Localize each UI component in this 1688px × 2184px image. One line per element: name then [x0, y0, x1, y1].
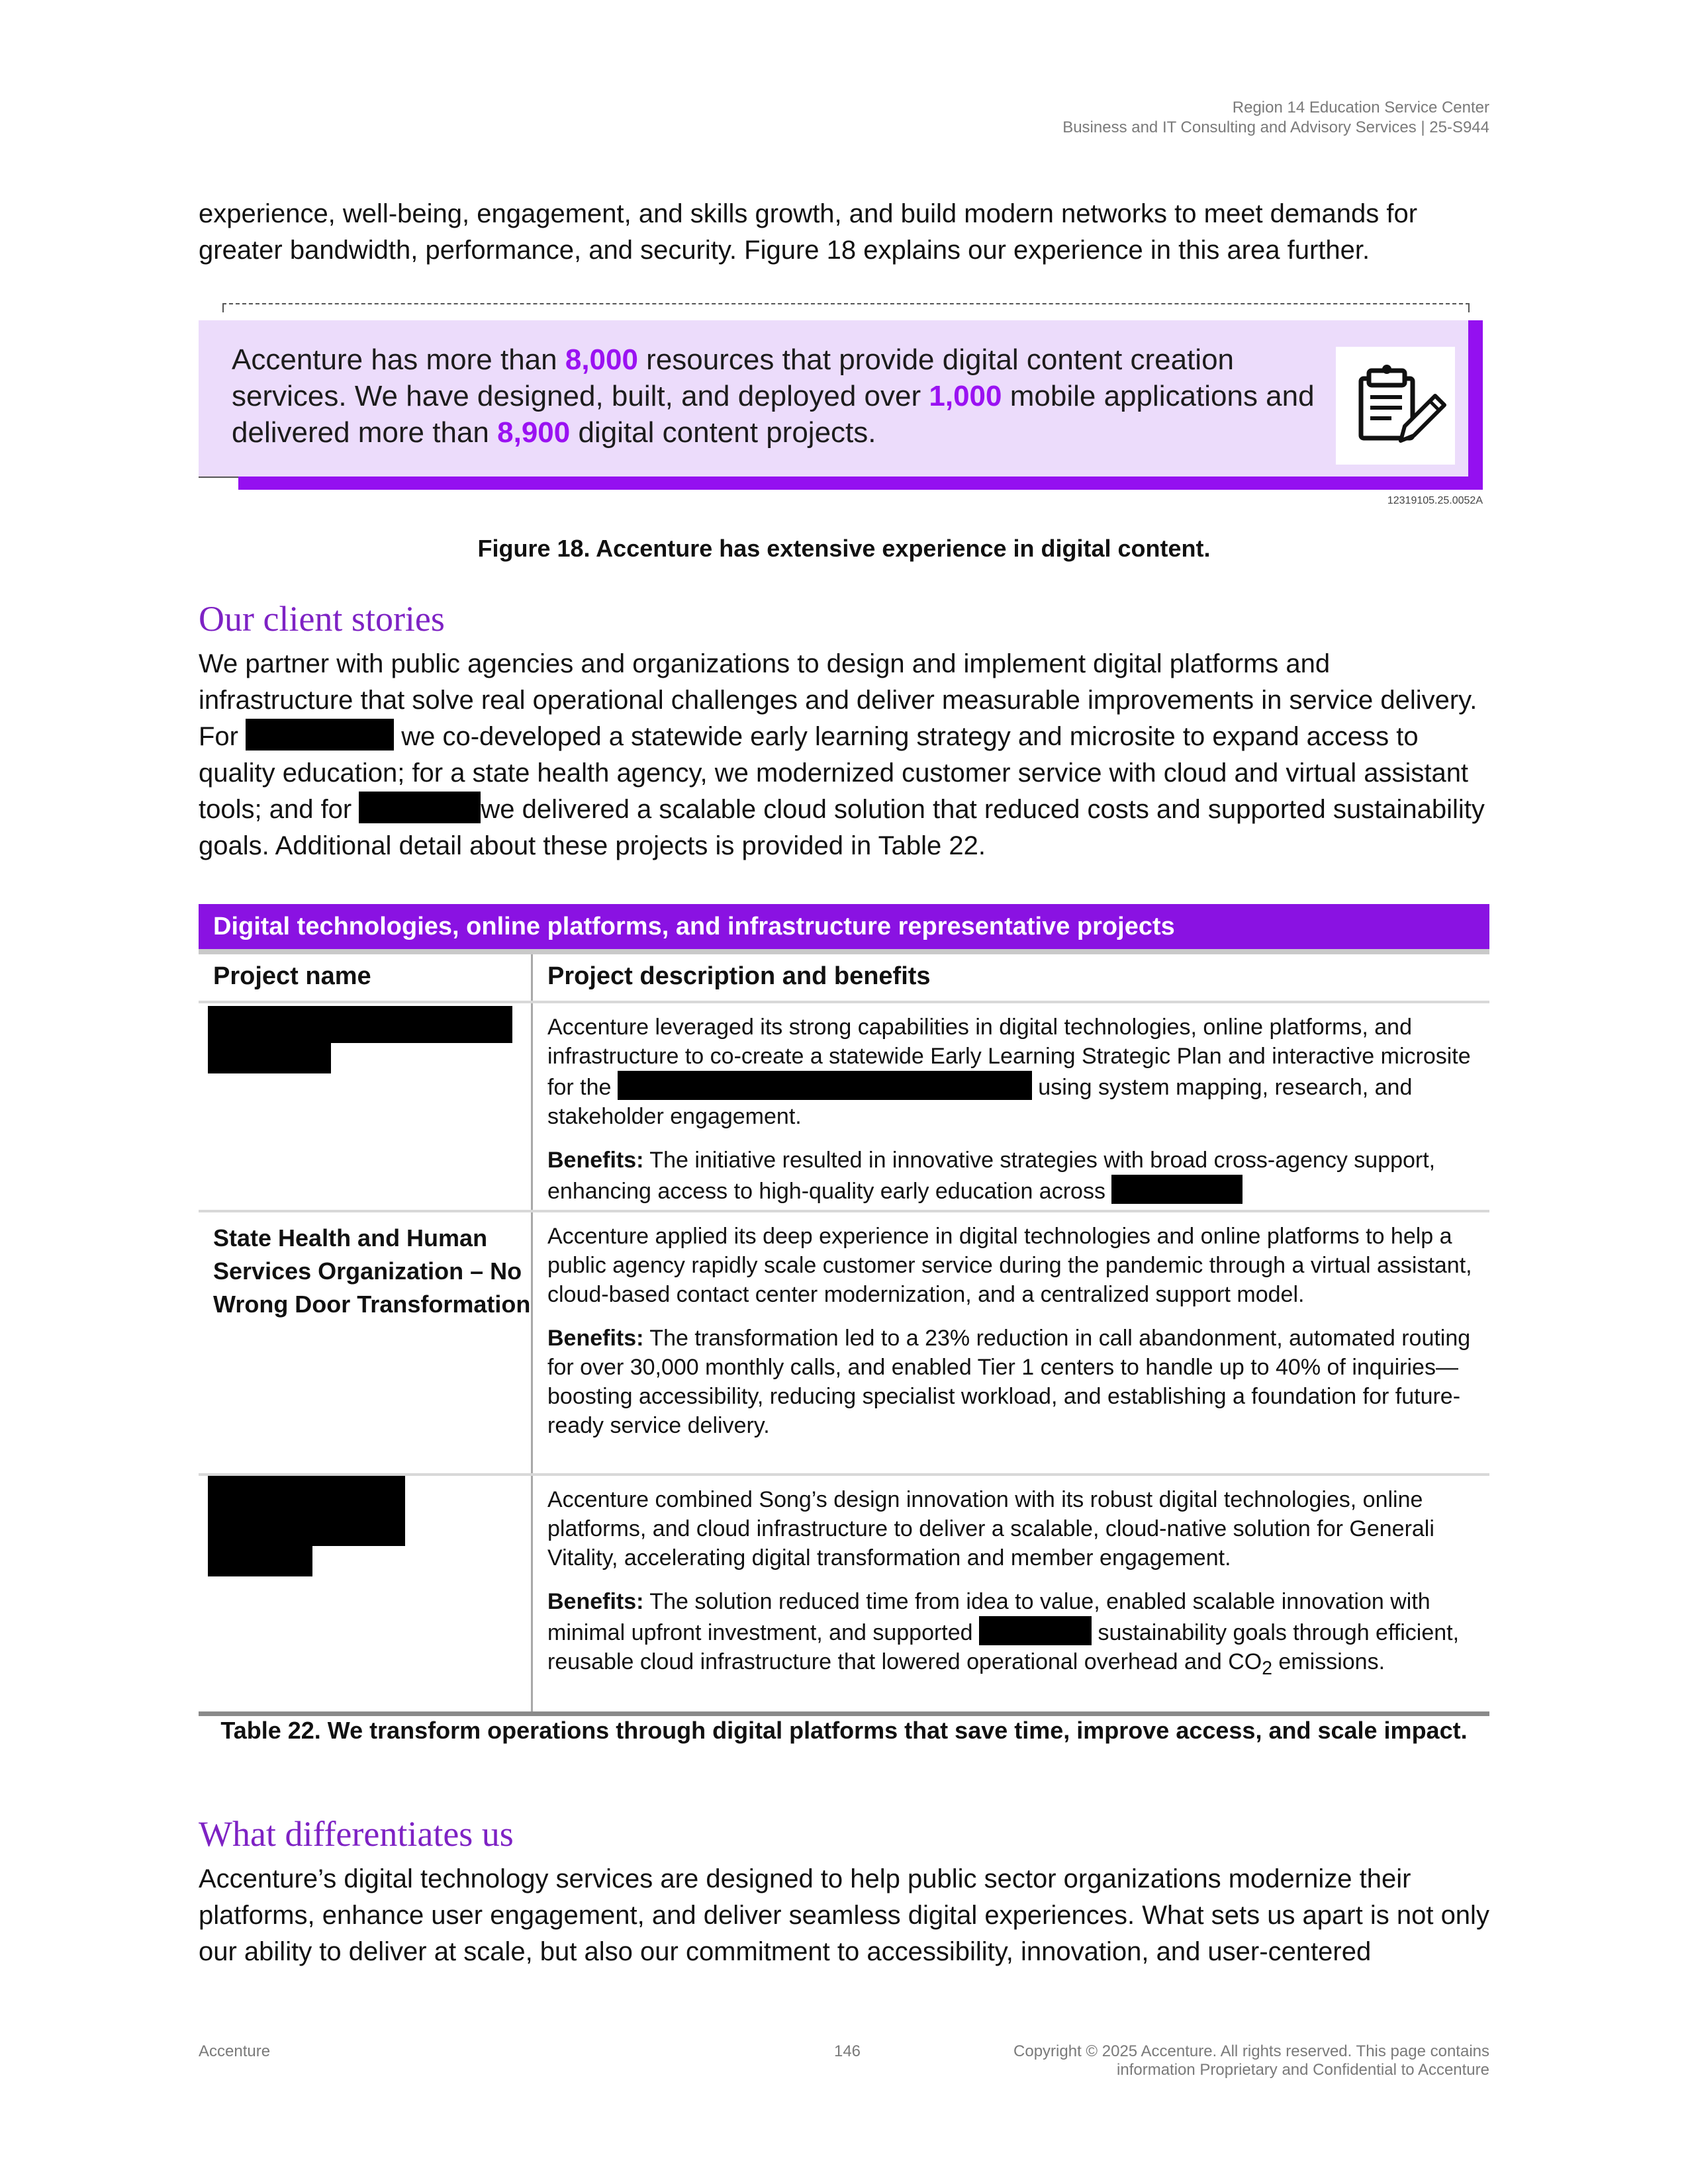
callout-text — [232, 341, 1324, 451]
client-stories-paragraph — [199, 646, 1489, 864]
header-org: Region 14 Education Service Center — [1232, 99, 1489, 116]
project-description: Accenture combined Song’s design innovation with its robust digital technologies, online platforms, and cloud infrastructure to deliver a scalable, cloud-native solution for Generali Vitality, accelerating digital transformation and member engagement. — [547, 1487, 1434, 1570]
description-text-b: using system mapping, research, and stakeholder engagement. — [547, 1075, 1413, 1129]
client-stories-text-b: we co-developed a statewide early learning strategy and microsite to expand access to quality education; for a state health agency, we modernized customer service with cloud and virtual assistant tools; and for — [199, 722, 1469, 824]
benefits-label: Benefits: — [547, 1326, 644, 1351]
client-stories-text-a: We partner with public agencies and organizations to design and implement digital platforms and infrastructure that solve real operational challenges and deliver measurable improvements in service delivery. For — [199, 649, 1477, 751]
callout-text-1: Accenture has more than — [232, 343, 565, 376]
page-header — [1062, 98, 1489, 138]
benefits-text: The solution reduced time from idea to value, enabled scalable innovation with minimal upfront investment, and supported — [547, 1589, 1430, 1645]
projects-table — [199, 904, 1489, 1716]
redaction-block — [208, 1542, 312, 1576]
table-row — [199, 1003, 1489, 1210]
redaction-block — [208, 1476, 405, 1546]
project-name-cell — [199, 1003, 533, 1210]
table-row — [199, 1476, 1489, 1711]
figure-caption: Figure 18. Accenture has extensive experience in digital content. — [477, 535, 1211, 562]
project-name-cell — [199, 1476, 533, 1711]
callout-text-2: resources that provide digital content creation services. We have designed, built, and deployed over — [232, 343, 1235, 412]
redaction-block — [208, 1040, 331, 1073]
co2-subscript: 2 — [1262, 1657, 1272, 1679]
project-benefits — [547, 1587, 1475, 1683]
redaction-block — [208, 1006, 512, 1043]
footer-company: Accenture — [199, 2042, 271, 2060]
section-heading-differentiators: What differentiates us — [199, 1814, 514, 1854]
figure-code: 12319105.25.0052A — [1387, 495, 1483, 506]
callout-text-4: digital content projects. — [570, 416, 876, 449]
redaction-block — [246, 719, 394, 751]
table-header-row — [199, 954, 1489, 1001]
section-heading-client-stories: Our client stories — [199, 599, 445, 639]
project-description-cell — [533, 1476, 1489, 1711]
benefits-label: Benefits: — [547, 1589, 644, 1614]
table-title: Digital technologies, online platforms, and infrastructure representative projects — [199, 904, 1489, 949]
project-benefits — [547, 1324, 1475, 1440]
stat-mobile-apps: 1,000 — [929, 380, 1002, 412]
benefits-label: Benefits: — [547, 1148, 644, 1173]
column-header-description: Project description and benefits — [547, 962, 931, 990]
table-header-rule — [199, 949, 1489, 954]
header-project: Business and IT Consulting and Advisory Services | 25-S944 — [1062, 118, 1489, 136]
intro-paragraph: experience, well-being, engagement, and skills growth, and build modern networks to meet demands for greater bandwidth, performance, and security. Figure 18 explains our experience in this area further. — [199, 199, 1418, 265]
stat-resources: 8,000 — [565, 343, 638, 376]
callout-dashed-frame — [222, 303, 1470, 312]
project-description — [547, 1013, 1475, 1131]
redaction-block — [359, 792, 481, 823]
project-description-cell — [533, 1003, 1489, 1210]
project-description-cell — [533, 1212, 1489, 1473]
callout-baseline — [199, 477, 238, 478]
copyright-line-1: Copyright © 2025 Accenture. All rights reserved. This page contains — [1013, 2042, 1489, 2060]
redaction-block — [1111, 1175, 1243, 1204]
table-row — [199, 1212, 1489, 1473]
callout-text-3: mobile applications and delivered more than — [232, 380, 1315, 449]
footer-copyright — [1013, 2042, 1489, 2079]
stat-content-projects: 8,900 — [497, 416, 571, 449]
redaction-block — [618, 1071, 1032, 1100]
project-name-cell: State Health and Human Services Organization – No Wrong Door Transformation — [199, 1212, 533, 1473]
redaction-block — [979, 1616, 1092, 1645]
description-text-a: Accenture leveraged its strong capabilities in digital technologies, online platforms, and infrastructure to co-create a statewide Early Learning Strategic Plan and interactive microsite for the — [547, 1015, 1471, 1100]
differentiators-paragraph: Accenture’s digital technology services are designed to help public sector organizations modernize their platforms, enhance user engagement, and deliver seamless digital experiences. What sets us apart is not only our ability to deliver at scale, but also our commitment to accessibility, innovation, and user-centered — [199, 1864, 1489, 1966]
project-description: Accenture applied its deep experience in digital technologies and online platforms to help a public agency rapidly scale customer service during the pandemic through a virtual assistant, cloud-based contact center modernization, and a centralized support model. — [547, 1224, 1472, 1307]
project-benefits — [547, 1146, 1475, 1206]
column-header-project-name: Project name — [199, 954, 533, 1001]
client-stories-text-c: we delivered a scalable cloud solution that reduced costs and supported sustainability goals. Additional detail about these projects is provided in Table 22. — [199, 795, 1485, 860]
clipboard-pencil-icon — [1336, 347, 1455, 465]
benefits-text: The transformation led to a 23% reduction in call abandonment, automated routing for over 30,000 monthly calls, and enabled Tier 1 centers to handle up to 40% of inquiries—boosting accessibility, reducing specialist workload, and establishing a foundation for future-ready service delivery. — [547, 1326, 1471, 1438]
benefits-text: The initiative resulted in innovative strategies with broad cross-agency support, enhancing access to high-quality early education across — [547, 1148, 1436, 1204]
benefits-text-b: sustainability goals through efficient, reusable cloud infrastructure that lowered operational overhead and CO — [547, 1620, 1460, 1674]
page-number: 146 — [833, 2042, 861, 2060]
copyright-line-2: information Proprietary and Confidential to Accenture — [1117, 2061, 1489, 2079]
benefits-text-c: emissions. — [1272, 1649, 1385, 1674]
table-caption: Table 22. We transform operations through digital platforms that save time, improve access, and scale impact. — [220, 1717, 1468, 1744]
